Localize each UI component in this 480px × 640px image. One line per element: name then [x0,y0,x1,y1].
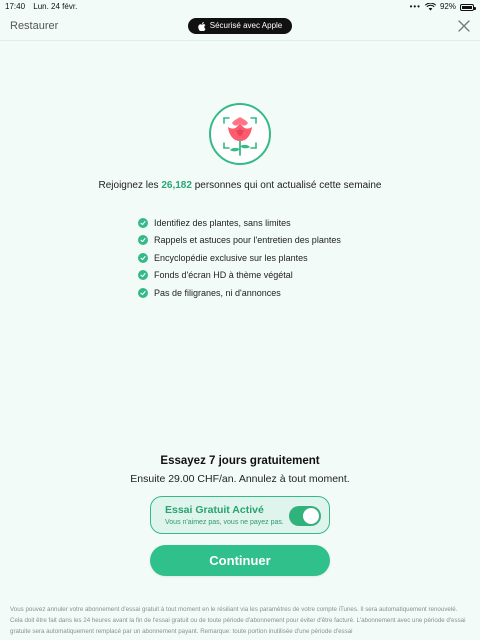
secured-with-apple-badge [188,18,292,34]
free-trial-toggle-card[interactable] [150,496,330,534]
apple-badge-label: Sécurisé avec Apple [209,21,283,30]
feature-item [138,232,341,250]
apple-icon [198,22,206,31]
check-icon [138,235,148,245]
status-right [410,0,474,14]
feature-label: Encyclopédie exclusive sur les plantes [154,252,308,263]
headline-suffix: personnes qui ont actualisé cette semaine [191,180,382,191]
status-time: 17:40 [5,2,26,11]
wifi-icon [425,3,436,11]
nav-bar [0,14,480,41]
feature-label: Fonds d'écran HD à thème végétal [154,270,293,281]
close-icon[interactable] [457,19,471,33]
status-left [5,0,83,14]
feature-item [138,214,341,232]
feature-item [138,267,341,285]
battery-icon [460,4,474,11]
more-dots-icon: ••• [409,2,421,11]
feature-list [138,214,341,302]
offer-title: Essayez 7 jours gratuitement [160,455,320,467]
check-icon [138,253,148,263]
feature-label: Identifiez des plantes, sans limites [154,217,291,228]
offer-subtitle: Ensuite 29.00 CHF/an. Annulez à tout moment. [130,473,350,485]
continue-button[interactable]: Continuer [150,545,330,576]
headline-count: 26,182 [161,180,192,191]
trial-toggle-subtitle: Vous n'aimez pas, vous ne payez pas. [165,519,284,526]
check-icon [138,218,148,228]
check-icon [138,288,148,298]
status-bar [0,0,480,14]
status-date: Lun. 24 févr. [33,2,78,11]
feature-label: Pas de filigranes, ni d'annonces [154,287,281,298]
rose-logo-icon [209,103,271,165]
feature-item [138,284,341,302]
feature-item [138,249,341,267]
legal-text: Vous pouvez annuler votre abonnement d'essai gratuit à tout moment en le résiliant via les paramètres de votre compte iTunes. Il sera automatiquement renouvelé. Cela doit être fait dans les 24 heures avant la fin de l'essai gratuit ou de toute période d'abonnement pour éviter d'être facturé. L'abonnement avec une période d'essai gratuite sera automatiquement remplacé par un abonnement payant. Remarque: toute portion inutilisée d'une période d'essai [10,606,466,635]
free-trial-switch[interactable] [289,506,321,526]
check-icon [138,270,148,280]
social-proof-headline [0,180,480,191]
feature-label: Rappels et astuces pour l'entretien des plantes [154,235,341,246]
switch-knob [303,508,319,524]
battery-percent: 92% [439,2,456,11]
trial-toggle-title: Essai Gratuit Activé [165,504,264,516]
restore-button[interactable]: Restaurer [10,20,59,32]
headline-prefix: Rejoignez les [98,180,162,191]
